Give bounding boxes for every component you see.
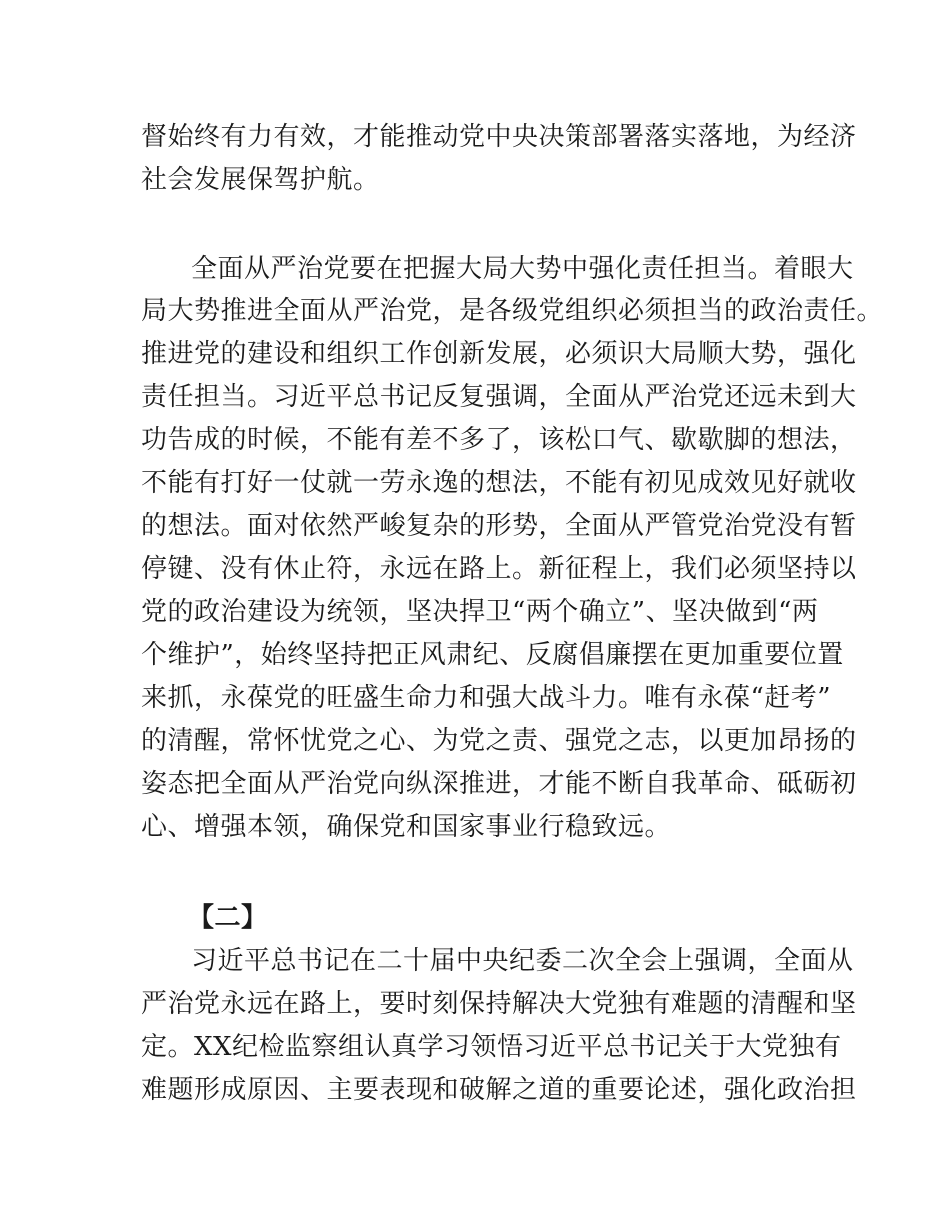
paragraph-3-line-4: 难题形成原因、主要表现和破解之道的重要论述，强化政治担 [141, 1075, 857, 1105]
paragraph-1-line-2: 社会发展保驾护航。 [141, 165, 380, 195]
paragraph-3-line-2: 严治党永远在路上，要时刻保持解决大党独有难题的清醒和坚 [141, 989, 857, 1019]
section-heading: 【二】 [188, 903, 268, 933]
paragraph-2-line-13: 姿态把全面从严治党向纵深推进，才能不断自我革命、砥砺初 [141, 769, 857, 799]
paragraph-2-line-8: 停键、没有休止符，永远在路上。新征程上，我们必须坚持以 [141, 554, 857, 584]
paragraph-2-line-5: 功告成的时候，不能有差不多了，该松口气、歇歇脚的想法， [141, 425, 857, 455]
paragraph-2-line-14: 心、增强本领，确保党和国家事业行稳致远。 [141, 812, 672, 842]
paragraph-2-line-2: 局大势推进全面从严治党，是各级党组织必须担当的政治责任。 [141, 296, 884, 326]
paragraph-2-line-1: 全面从严治党要在把握大局大势中强化责任担当。着眼大 [191, 254, 854, 284]
paragraph-2-line-6: 不能有打好一仗就一劳永逸的想法，不能有初见成效见好就收 [141, 468, 857, 498]
paragraph-1-line-1: 督始终有力有效，才能推动党中央决策部署落实落地，为经济 [141, 122, 857, 152]
paragraph-2-line-7: 的想法。面对依然严峻复杂的形势，全面从严管党治党没有暂 [141, 511, 857, 541]
paragraph-2-line-9: 党的政治建设为统领，坚决捍卫“两个确立”、坚决做到“两 [141, 597, 819, 627]
paragraph-2-line-4: 责任担当。习近平总书记反复强调，全面从严治党还远未到大 [141, 382, 857, 412]
paragraph-2-line-3: 推进党的建设和组织工作创新发展，必须识大局顺大势，强化 [141, 339, 857, 369]
paragraph-3-line-1: 习近平总书记在二十届中央纪委二次全会上强调，全面从 [191, 946, 854, 976]
paragraph-2-line-10: 个维护”，始终坚持把正风肃纪、反腐倡廉摆在更加重要位置 [141, 640, 844, 670]
paragraph-3-line-3: 定。XX纪检监察组认真学习领悟习近平总书记关于大党独有 [141, 1032, 842, 1062]
paragraph-2-line-12: 的清醒，常怀忧党之心、为党之责、强党之志，以更加昂扬的 [141, 726, 857, 756]
paragraph-2-line-11: 来抓，永葆党的旺盛生命力和强大战斗力。唯有永葆“赶考” [141, 683, 832, 713]
